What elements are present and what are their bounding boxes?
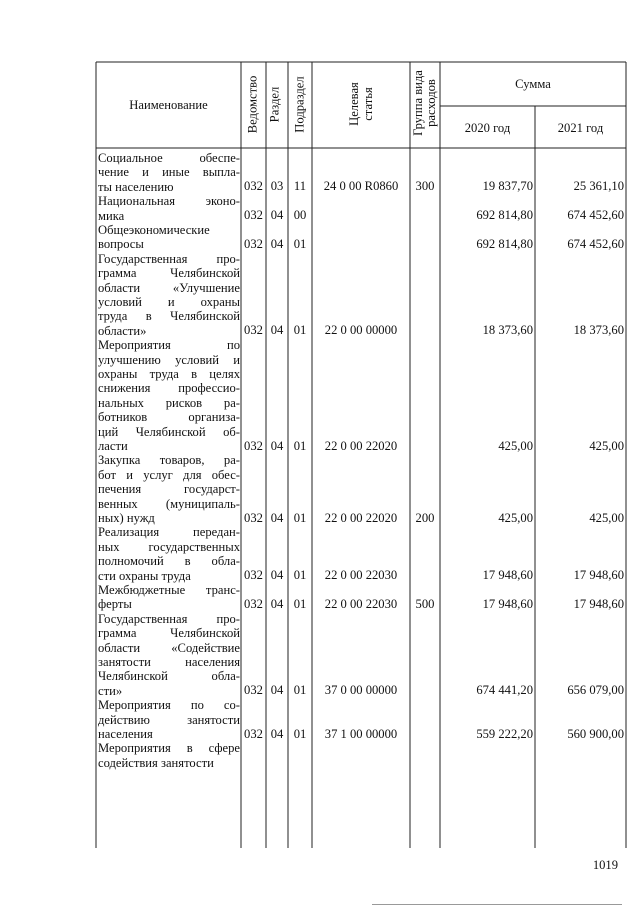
row-podrazdel: 01 — [293, 438, 307, 453]
row-stat: 22 0 00 22030 — [324, 568, 398, 583]
row-name-line: Реализация передан- — [98, 525, 240, 540]
row-stat: 22 0 00 22020 — [324, 438, 398, 453]
row-name-line: улучшению условий и — [98, 352, 240, 367]
row-name-line: бот и услуг для обес- — [98, 467, 240, 482]
row-name-line: Челябинской обла- — [98, 669, 240, 684]
row-vedomstvo: 032 — [244, 179, 263, 194]
row-name-line: нальных рисков ра- — [98, 395, 240, 410]
row-name-line: чение и иные выпла- — [98, 165, 240, 180]
row-stat: 22 0 00 00000 — [324, 323, 398, 338]
row-name-line: Государственная про- — [98, 251, 240, 266]
row-name-line: Общеэкономические — [98, 223, 210, 237]
row-name-line: грамма Челябинской — [98, 266, 240, 281]
row-name-line: Мероприятия в сфере — [98, 741, 240, 756]
row-name-line: ботников организа- — [98, 410, 240, 425]
header-group-line2: расходов — [424, 79, 438, 127]
row-name-line: ных государственных — [98, 539, 240, 554]
row-razdel: 04 — [270, 438, 284, 453]
row-razdel: 04 — [270, 726, 284, 741]
row-vedomstvo: 032 — [244, 438, 263, 453]
row-sum-2021: 18 373,60 — [573, 323, 624, 338]
row-vedomstvo: 032 — [244, 568, 263, 583]
row-name — [98, 223, 240, 252]
header-summa: Сумма — [515, 77, 551, 91]
row-stat: 22 0 00 22030 — [324, 596, 398, 611]
row-vedomstvo: 032 — [244, 510, 263, 525]
row-name — [98, 194, 240, 223]
row-name-line: ных) нужд — [98, 510, 155, 525]
row-name-line: ласти — [98, 438, 128, 453]
row-name-line: Межбюджетные транс- — [98, 583, 240, 597]
row-name-line: ты населению — [98, 179, 174, 194]
row-name-line: населения — [98, 726, 153, 741]
row-sum-2021: 674 452,60 — [567, 236, 624, 251]
row-sum-2020: 17 948,60 — [482, 568, 533, 583]
row-name — [98, 612, 240, 698]
row-razdel: 04 — [270, 683, 284, 698]
row-razdel: 04 — [270, 236, 284, 251]
row-name — [98, 741, 240, 770]
row-sum-2020: 18 373,60 — [482, 323, 533, 338]
row-podrazdel: 01 — [293, 510, 307, 525]
row-podrazdel: 01 — [293, 596, 307, 611]
header-2020: 2020 год — [464, 121, 511, 135]
row-podrazdel: 00 — [293, 208, 307, 223]
row-name-line: сти» — [98, 683, 123, 698]
row-sum-2021: 17 948,60 — [573, 568, 624, 583]
row-stat: 22 0 00 22020 — [324, 510, 398, 525]
header-stat-line1: Целевая — [347, 82, 361, 126]
row-sum-2020: 425,00 — [498, 438, 533, 453]
row-razdel: 04 — [270, 568, 284, 583]
row-name-line: Мероприятия по со- — [98, 698, 240, 713]
row-name-line: содействия занятости — [98, 755, 214, 770]
row-name-line: Национальная эконо- — [98, 194, 240, 209]
row-sum-2020: 692 814,80 — [476, 208, 533, 223]
row-stat: 24 0 00 R0860 — [323, 179, 399, 194]
page-number: 1019 — [592, 858, 618, 872]
row-podrazdel: 01 — [293, 726, 307, 741]
row-name-line: Закупка товаров, ра- — [98, 453, 240, 468]
row-razdel: 04 — [270, 596, 284, 611]
row-name-line: сти охраны труда — [98, 568, 191, 583]
row-name — [98, 151, 240, 194]
row-podrazdel: 11 — [293, 179, 307, 194]
row-name-line: области «Содействие — [98, 640, 240, 655]
row-name-line: ций Челябинской об- — [98, 424, 240, 439]
row-sum-2020: 674 441,20 — [476, 683, 533, 698]
row-vedomstvo: 032 — [244, 596, 263, 611]
row-podrazdel: 01 — [293, 323, 307, 338]
row-vedomstvo: 032 — [244, 726, 263, 741]
row-name-line: грамма Челябинской — [98, 626, 240, 641]
row-vedomstvo: 032 — [244, 208, 263, 223]
row-name-line: ферты — [98, 597, 132, 612]
row-name — [98, 453, 240, 525]
row-sum-2021: 25 361,10 — [573, 179, 624, 194]
row-name — [98, 338, 240, 453]
row-name-line: Государственная про- — [98, 611, 240, 626]
row-name — [98, 698, 240, 741]
row-sum-2021: 656 079,00 — [567, 683, 624, 698]
row-name-line: снижения профессио- — [98, 381, 240, 396]
row-sum-2020: 19 837,70 — [482, 179, 533, 194]
row-name-line: Мероприятия по — [98, 338, 240, 353]
header-stat — [347, 52, 375, 156]
header-razdel: Раздел — [267, 86, 282, 123]
row-name-line: занятости населения — [98, 654, 240, 669]
row-vedomstvo: 032 — [244, 236, 263, 251]
header-group-line1: Группа вида — [411, 70, 425, 136]
row-razdel: 04 — [270, 208, 284, 223]
header-vedomstvo: Ведомство — [245, 75, 260, 134]
row-sum-2020: 692 814,80 — [476, 236, 533, 251]
row-sum-2021: 17 948,60 — [573, 596, 624, 611]
row-podrazdel: 01 — [293, 568, 307, 583]
row-sum-2020: 425,00 — [498, 510, 533, 525]
row-name-line: области «Улучшение — [98, 280, 240, 295]
row-razdel: 03 — [270, 179, 284, 194]
row-name — [98, 525, 240, 583]
row-vedomstvo: 032 — [244, 323, 263, 338]
header-2021: 2021 год — [557, 121, 604, 135]
row-name-line: венных (муниципаль- — [98, 496, 240, 511]
row-name — [98, 583, 240, 612]
row-razdel: 04 — [270, 323, 284, 338]
row-sum-2021: 674 452,60 — [567, 208, 624, 223]
row-group: 500 — [415, 596, 435, 611]
row-name-line: полномочий в обла- — [98, 554, 240, 569]
row-group: 200 — [415, 510, 435, 525]
row-podrazdel: 01 — [293, 236, 307, 251]
row-sum-2021: 425,00 — [589, 438, 624, 453]
header-stat-line2: статья — [361, 87, 375, 121]
row-name — [98, 252, 240, 338]
row-razdel: 04 — [270, 510, 284, 525]
row-name-line: Социальное обеспе- — [98, 151, 240, 165]
row-name-line: вопросы — [98, 237, 144, 252]
row-name-line: труда в Челябинской — [98, 309, 240, 324]
row-podrazdel: 01 — [293, 683, 307, 698]
row-sum-2020: 17 948,60 — [482, 596, 533, 611]
row-vedomstvo: 032 — [244, 683, 263, 698]
header-podrazdel: Подраздел — [292, 76, 307, 133]
row-group: 300 — [415, 179, 435, 194]
header-name: Наименование — [129, 98, 208, 112]
row-name-line: действию занятости — [98, 712, 240, 727]
row-stat: 37 1 00 00000 — [324, 726, 398, 741]
row-stat: 37 0 00 00000 — [324, 683, 398, 698]
row-name-line: условий и охраны — [98, 294, 240, 309]
row-name-line: области» — [98, 323, 147, 338]
row-sum-2021: 560 900,00 — [567, 726, 624, 741]
row-name-line: охраны труда в целях — [98, 366, 240, 381]
row-sum-2021: 425,00 — [589, 510, 624, 525]
row-name-line: печения государст- — [98, 482, 240, 497]
row-name-line: мика — [98, 208, 125, 223]
header-group — [412, 60, 438, 146]
row-sum-2020: 559 222,20 — [476, 726, 533, 741]
